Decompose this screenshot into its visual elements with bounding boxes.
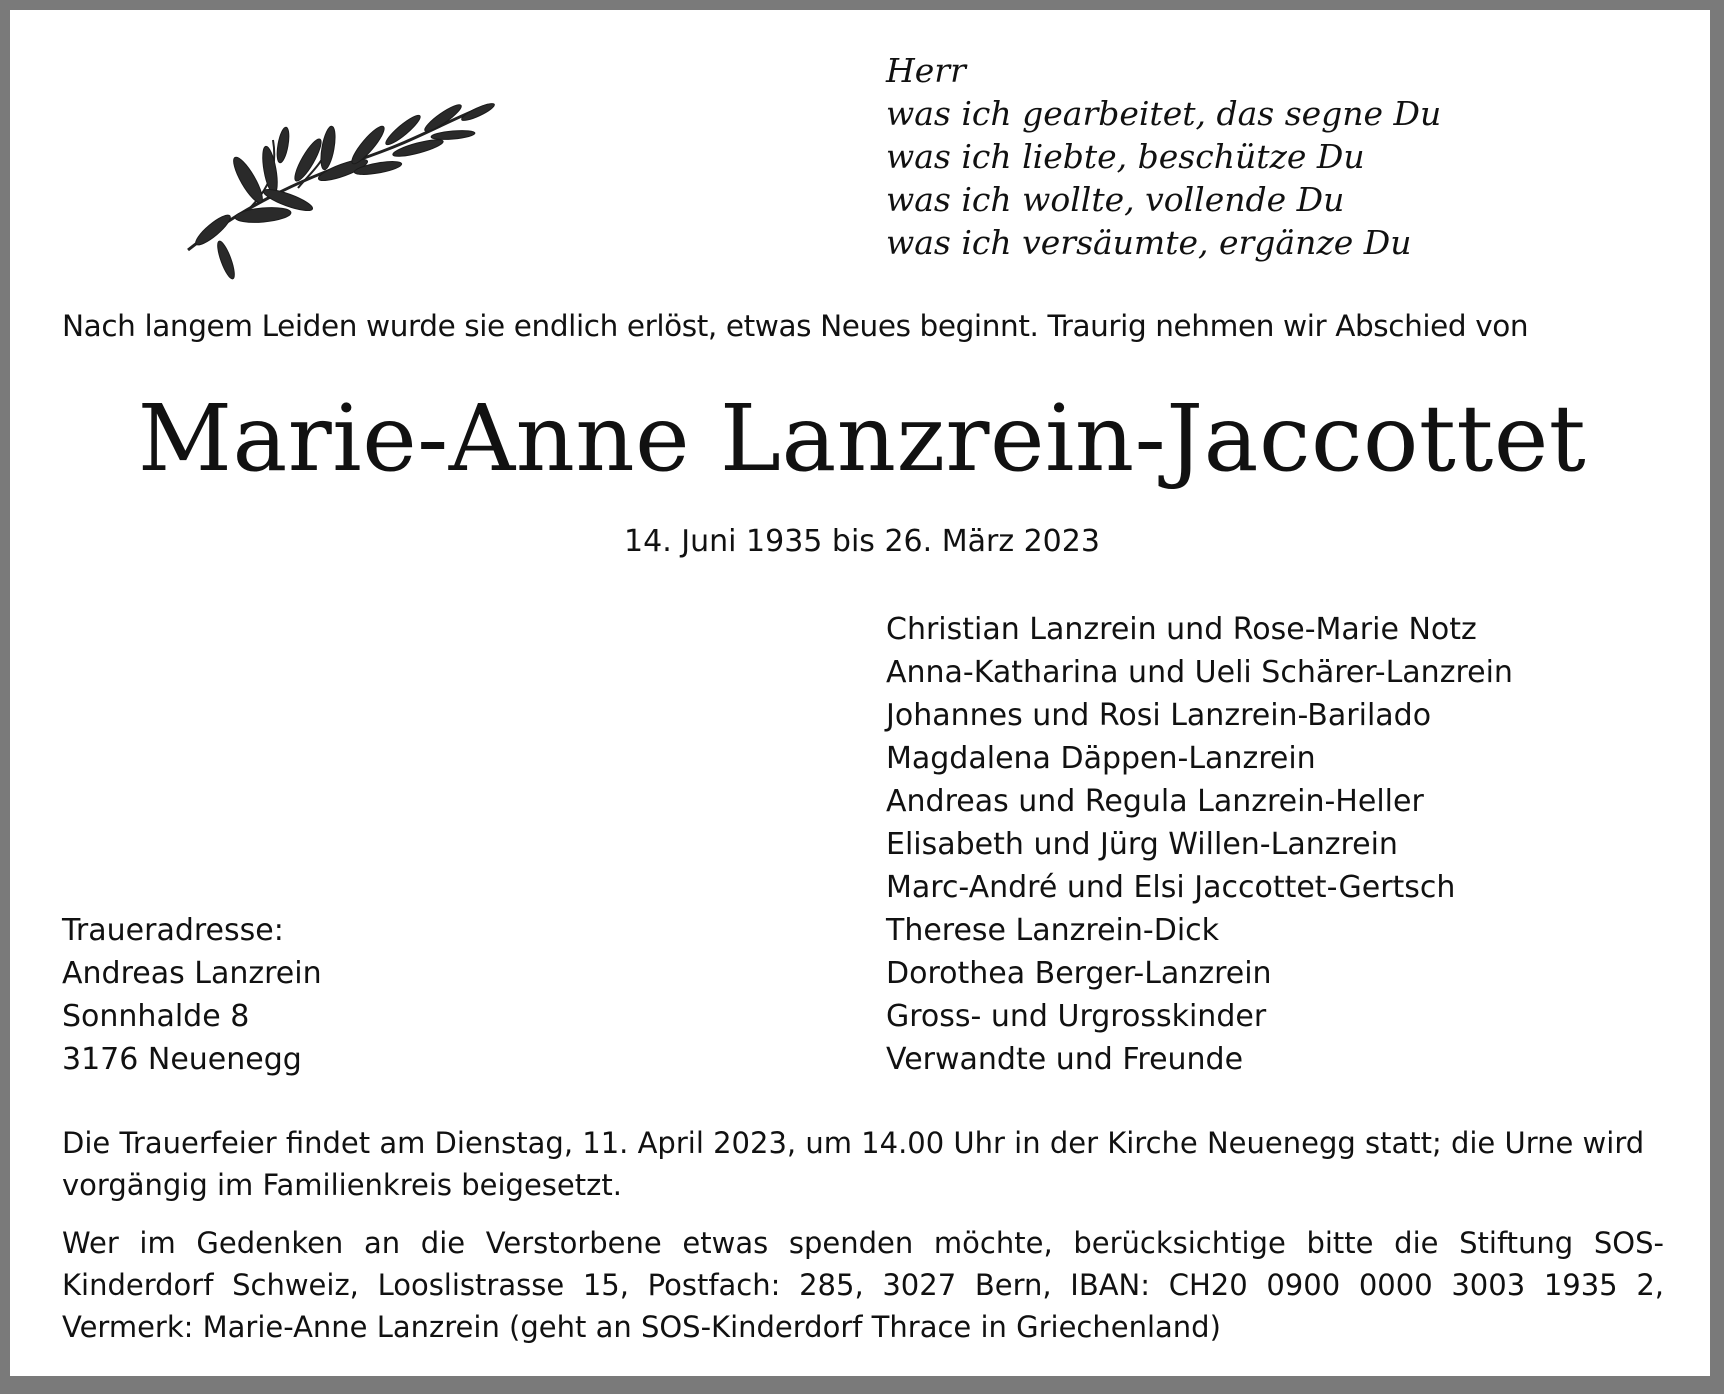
poem <box>886 49 1441 264</box>
family-member: Johannes und Rosi Lanzrein-Barilado <box>886 698 1432 733</box>
family-member: Gross- und Urgrosskinder <box>886 999 1267 1034</box>
address-street: Sonnhalde 8 <box>62 999 250 1034</box>
olive-branch-icon <box>178 100 498 290</box>
poem-line: was ich wollte, vollende Du <box>886 180 1345 219</box>
donation-text: Wer im Gedenken an die Verstorbene etwas spenden möchte, berücksichtige bitte die Stiftung SOS-Kinderdorf Schweiz, Looslistrasse 15, Postfach: 285, 3027 Bern, IBAN: CH20 0900 0000 3003 1935 2, Vermerk: Marie-Anne Lanzrein (geht an SOS-Kinderdorf Thrace in Griechenland) <box>62 1226 1664 1344</box>
family-member: Therese Lanzrein-Dick <box>886 913 1220 948</box>
family-member: Magdalena Däppen-Lanzrein <box>886 741 1316 776</box>
family-member: Verwandte und Freunde <box>886 1042 1244 1077</box>
family-member: Dorothea Berger-Lanzrein <box>886 956 1272 991</box>
family-member: Marc-André und Elsi Jaccottet-Gertsch <box>886 870 1456 905</box>
poem-line: was ich versäumte, ergänze Du <box>886 223 1412 262</box>
poem-line: Herr <box>886 51 966 90</box>
family-member: Christian Lanzrein und Rose-Marie Notz <box>886 612 1477 647</box>
deceased-name: Marie-Anne Lanzrein-Jaccottet <box>137 385 1587 492</box>
family-member: Anna-Katharina und Ueli Schärer-Lanzrein <box>886 655 1513 690</box>
intro-text: Nach langem Leiden wurde sie endlich erlöst, etwas Neues beginnt. Traurig nehmen wir Abschied von <box>62 309 1529 343</box>
family-member: Andreas und Regula Lanzrein-Heller <box>886 784 1424 819</box>
family-list <box>886 608 1513 1081</box>
address-city: 3176 Neuenegg <box>62 1042 302 1077</box>
family-member: Elisabeth und Jürg Willen-Lanzrein <box>886 827 1398 862</box>
address-name: Andreas Lanzrein <box>62 956 322 991</box>
life-dates: 14. Juni 1935 bis 26. März 2023 <box>624 524 1100 559</box>
address-label: Traueradresse: <box>62 913 284 948</box>
mourning-address <box>62 909 322 1081</box>
poem-line: was ich gearbeitet, das segne Du <box>886 94 1442 133</box>
poem-line: was ich liebte, beschütze Du <box>886 137 1365 176</box>
ceremony-text: Die Trauerfeier findet am Dienstag, 11. April 2023, um 14.00 Uhr in der Kirche Neuenegg statt; die Urne wird vorgängig im Familienkreis beigesetzt. <box>62 1126 1645 1202</box>
